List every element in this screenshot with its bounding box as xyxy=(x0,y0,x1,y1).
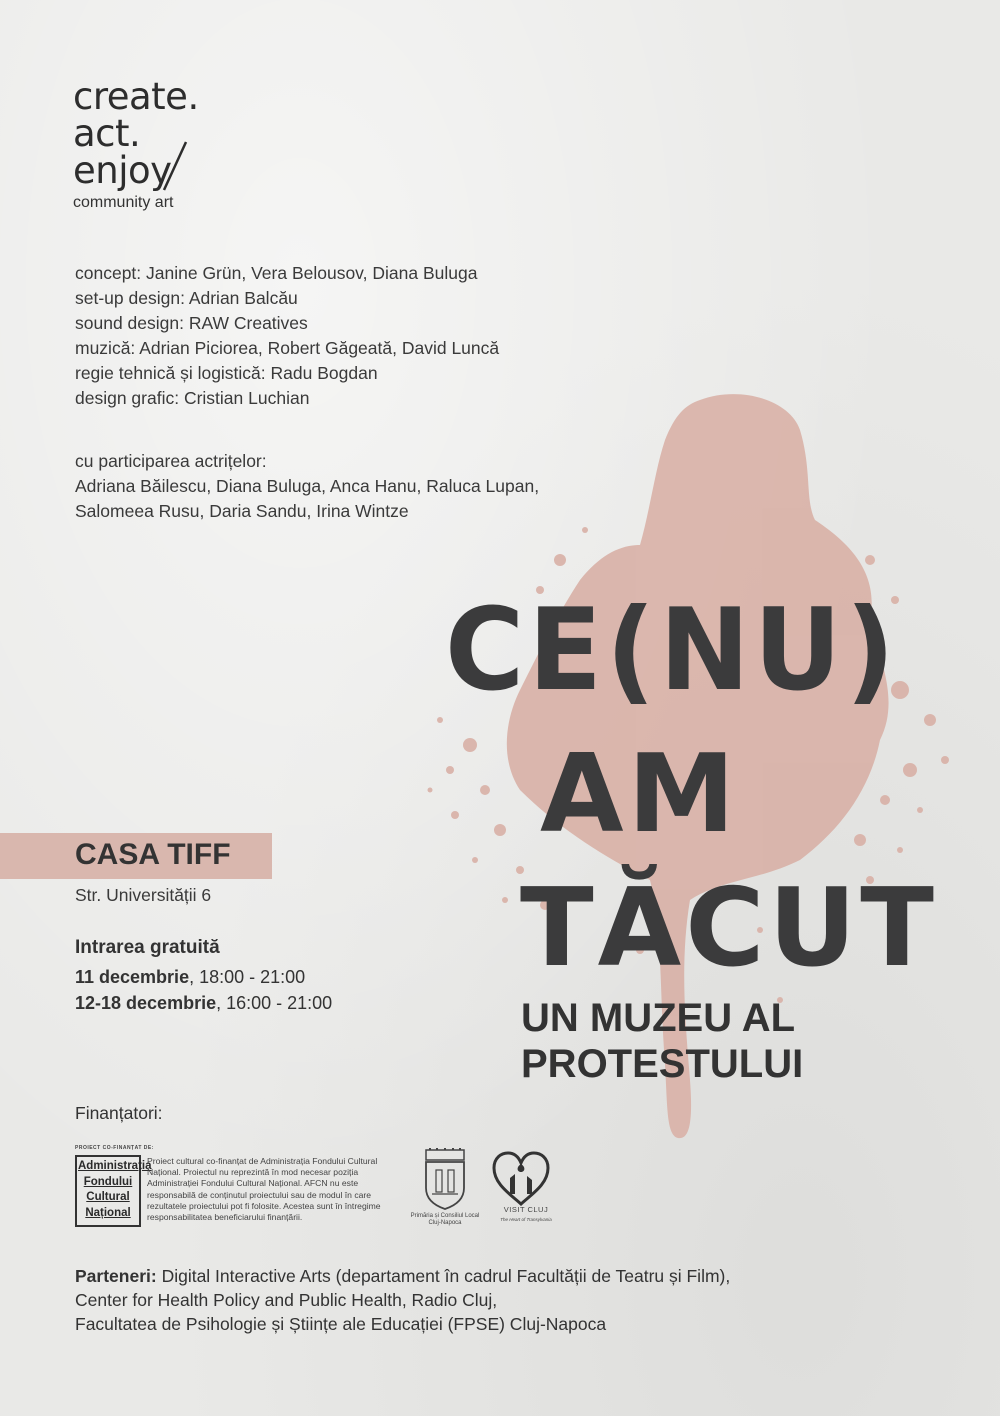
event-dates xyxy=(75,964,332,1016)
participants-line: Salomeea Rusu, Daria Sandu, Irina Wintze xyxy=(75,501,409,521)
date-day: 12-18 decembrie xyxy=(75,993,217,1013)
partners xyxy=(75,1264,730,1336)
date-time: , 16:00 - 21:00 xyxy=(216,993,333,1013)
partners-line xyxy=(75,1264,730,1288)
logo-word-act: act. xyxy=(73,112,141,155)
entry-title: Intrarea gratuită xyxy=(75,937,220,958)
subtitle-line-1: UN MUZEU AL xyxy=(521,996,796,1040)
title-line-3: TĂCUT xyxy=(520,866,938,991)
afcn-logo-word: Național xyxy=(85,1206,131,1219)
title-line-2: AM xyxy=(540,732,740,857)
partners-line: Center for Health Policy and Public Health, Radio Cluj, xyxy=(75,1290,498,1310)
subtitle-line-2: PROTESTULUI xyxy=(521,1042,804,1086)
logo-word-create: create. xyxy=(73,75,199,118)
credits-list xyxy=(75,261,499,411)
credit-line: regie tehnică și logistică: Radu Bogdan xyxy=(75,363,378,383)
date-line xyxy=(75,964,332,990)
logo-word-enjoy: enjoy xyxy=(73,149,172,192)
afcn-caption: PROIECT CO-FINANȚAT DE: xyxy=(75,1145,154,1151)
participants-label: cu participarea actrițelor: xyxy=(75,451,267,471)
participants xyxy=(75,449,539,524)
credit-line: muzică: Adrian Piciorea, Robert Găgeată, David Luncă xyxy=(75,338,500,358)
afcn-disclaimer: Proiect cultural co-finanțat de Administrația Fondului Cultural Național. Proiectul nu reprezintă în mod necesar poziția Administrației Fondului Cultural Național. AFCN nu este responsabilă de conținutul proiectului sau de modul în care rezultatele proiectului pot fi folosite. Acestea sunt în întregime responsabilitatea beneficiarului finanțării. xyxy=(147,1156,381,1223)
credit-line: design grafic: Cristian Luchian xyxy=(75,388,310,408)
date-day: 11 decembrie xyxy=(75,967,190,987)
afcn-logo xyxy=(75,1155,152,1227)
date-line xyxy=(75,990,332,1016)
credit-line: set-up design: Adrian Balcău xyxy=(75,288,298,308)
afcn-logo-word: Fondului xyxy=(83,1175,133,1188)
visit-cluj-tagline: The Heart of Transylvania xyxy=(500,1217,552,1222)
crest-caption: Primăria și Consiliul Local Cluj-Napoca xyxy=(410,1213,480,1226)
afcn-logo-word: Administrația xyxy=(78,1160,152,1172)
logo-slash-icon xyxy=(160,138,190,196)
logo-community-art: community art xyxy=(73,194,174,211)
participants-line: Adriana Băilescu, Diana Buluga, Anca Hanu, Raluca Lupan, xyxy=(75,476,540,496)
title-line-1: CE(NU) xyxy=(445,584,899,717)
venue-address: Str. Universității 6 xyxy=(75,885,212,905)
funders-label: Finanțatori: xyxy=(75,1103,163,1123)
date-time: , 18:00 - 21:00 xyxy=(189,967,306,987)
cluj-coat-of-arms-icon xyxy=(420,1148,470,1210)
credit-line: concept: Janine Grün, Vera Belousov, Diana Buluga xyxy=(75,263,478,283)
partners-label: Parteneri: xyxy=(75,1266,157,1286)
partners-text: Digital Interactive Arts (departament în cadrul Facultății de Teatru și Film), xyxy=(156,1266,731,1286)
venue-name: CASA TIFF xyxy=(75,838,231,871)
credit-line: sound design: RAW Creatives xyxy=(75,313,308,333)
visit-cluj-name: VISIT CLUJ xyxy=(503,1205,549,1214)
partners-line: Facultatea de Psihologie și Științe ale Educației (FPSE) Cluj-Napoca xyxy=(75,1314,607,1334)
afcn-logo-word: Cultural xyxy=(86,1191,130,1203)
visit-cluj-heart-icon xyxy=(490,1150,552,1206)
